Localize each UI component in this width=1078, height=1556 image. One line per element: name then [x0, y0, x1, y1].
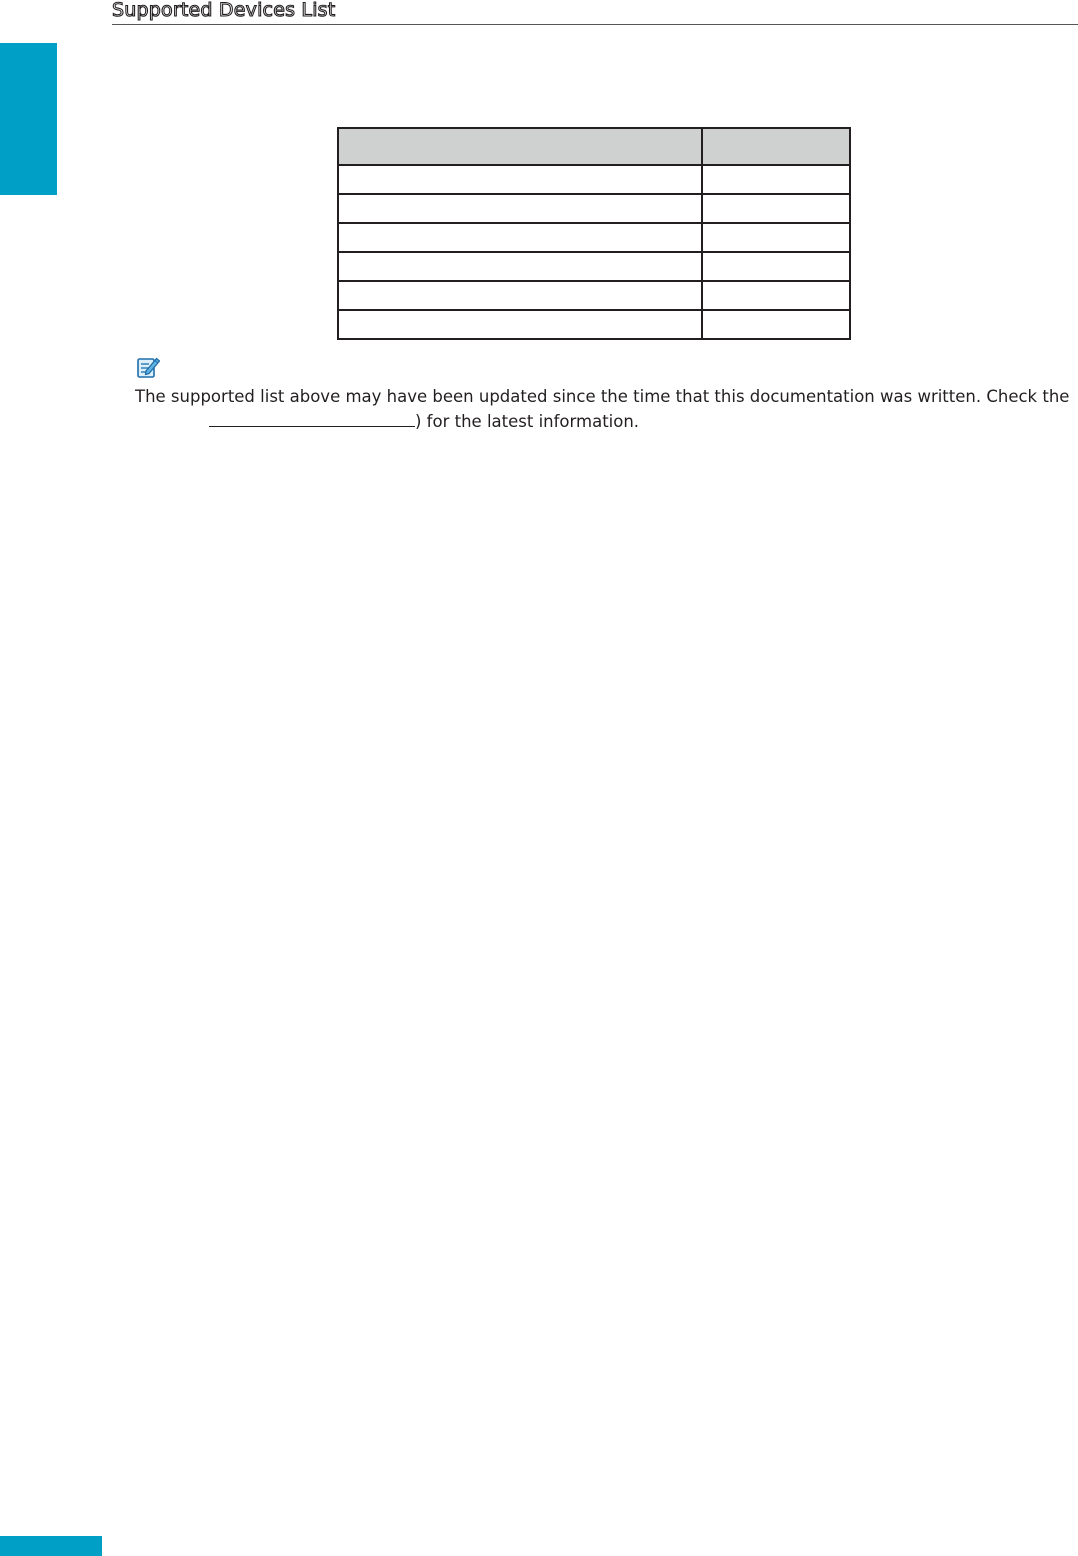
- table-row: [338, 281, 850, 310]
- column-header-version: [702, 128, 850, 165]
- note-line-2-suffix: ) for the latest information.: [415, 412, 640, 431]
- page-header-title: Supported Devices List: [112, 0, 336, 21]
- website-link-placeholder[interactable]: [209, 408, 415, 427]
- table-cell: [338, 165, 702, 194]
- table-cell: [338, 281, 702, 310]
- table-row: [338, 310, 850, 339]
- table-cell: [702, 165, 850, 194]
- table-row: [338, 194, 850, 223]
- note-text: [135, 385, 1070, 433]
- note-line-2: [135, 408, 1065, 433]
- table-cell: [702, 223, 850, 252]
- table-cell: [702, 252, 850, 281]
- page-number-tab: [0, 1536, 102, 1556]
- table-row: [338, 223, 850, 252]
- table-header-row: [338, 128, 850, 165]
- table-row: [338, 252, 850, 281]
- table-cell: [702, 310, 850, 339]
- table-cell: [702, 281, 850, 310]
- table-cell: [338, 310, 702, 339]
- table-cell: [338, 252, 702, 281]
- column-header-device: [338, 128, 702, 165]
- table-cell: [338, 223, 702, 252]
- supported-devices-table: [337, 127, 851, 340]
- header-rule: [112, 24, 1078, 25]
- table-cell: [702, 194, 850, 223]
- table-cell: [338, 194, 702, 223]
- side-color-tab: [0, 43, 57, 195]
- table-row: [338, 165, 850, 194]
- note-line-1: The supported list above may have been updated since the time that this documentation was written. Check the: [135, 387, 1070, 406]
- note-pencil-icon: [134, 352, 162, 380]
